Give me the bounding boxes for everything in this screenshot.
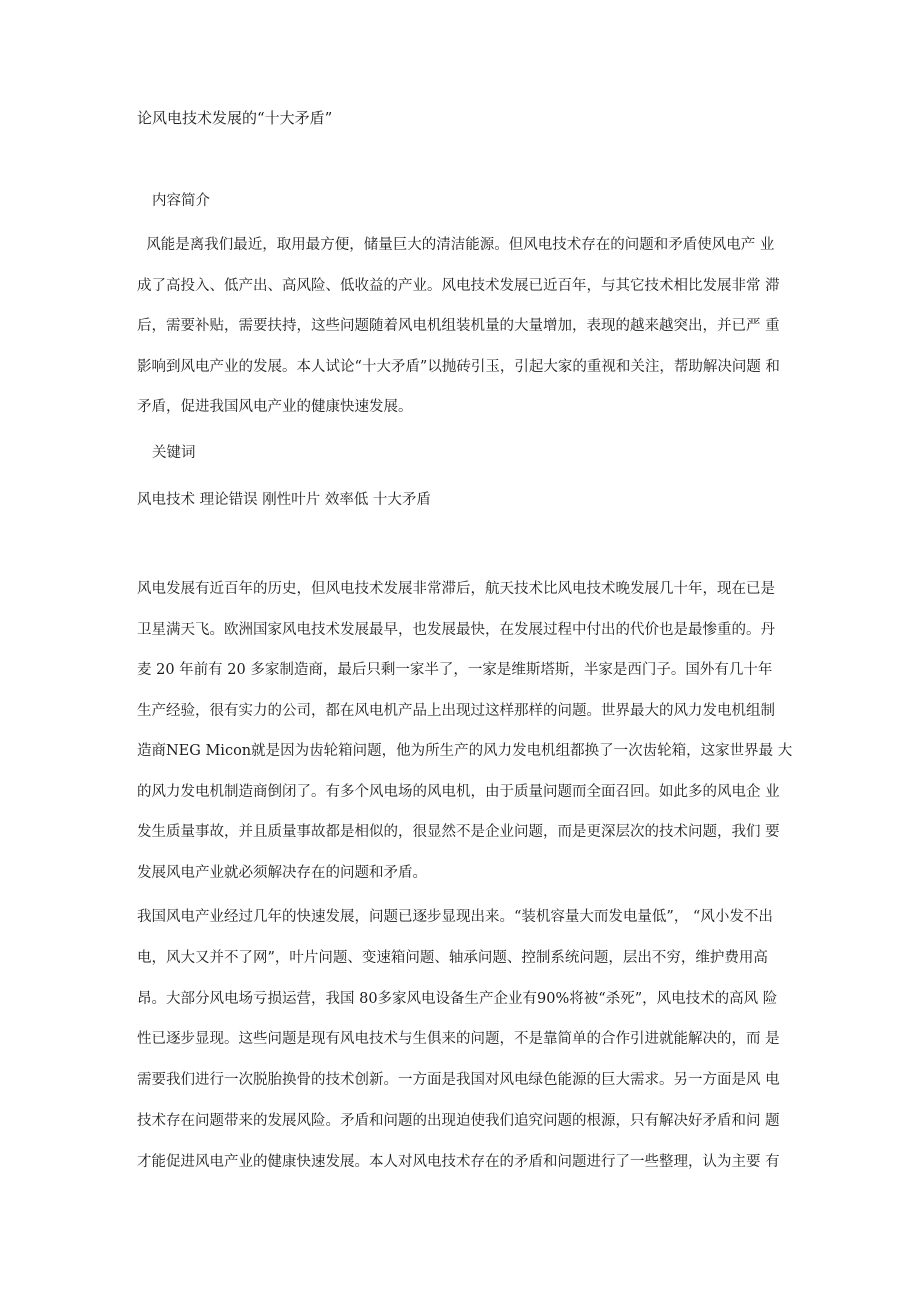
body-line: 昂。大部分风电场亏损运营，我国 80多家风电设备生产企业有90%将被“杀死”，风电技术的高风 险 xyxy=(137,990,778,1007)
body-line: 电，风大又并不了网”，叶片问题、变速箱问题、轴承问题、控制系统问题，层出不穷，维护费用高 xyxy=(137,949,768,966)
body-line: 造商NEG Micon就是因为齿轮箱问题，他为所生产的风力发电机组都换了一次齿轮箱，这家世界最 大 xyxy=(137,743,793,759)
body-line: 卫星满天飞。欧洲国家风电技术发展最早，也发展最快，在发展过程中付出的代价也是最惨重的。丹 xyxy=(137,621,775,638)
body-line: 技术存在问题带来的发展风险。矛盾和问题的出现迫使我们追究问题的根源，只有解决好矛盾和问 题 xyxy=(137,1112,780,1129)
summary-line: 风能是离我们最近，取用最方便，储量巨大的清洁能源。但风电技术存在的问题和矛盾使风电产 业 xyxy=(137,237,775,253)
summary-line: 影响到风电产业的发展。本人试论“十大矛盾”以抛砖引玉，引起大家的重视和关注，帮助解决问题 和 xyxy=(137,358,780,375)
body-line: 才能促进风电产业的健康快速发展。本人对风电技术存在的矛盾和问题进行了一些整理，认为主要 有 xyxy=(137,1153,780,1170)
summary-line: 成了高投入、低产出、高风险、低收益的产业。风电技术发展已近百年，与其它技术相比发展非常 滞 xyxy=(137,277,780,294)
summary-paragraph xyxy=(137,231,787,434)
summary-heading: 内容简介 xyxy=(152,193,210,209)
body-line: 性已逐步显现。这些问题是现有风电技术与生俱来的问题，不是靠简单的合作引进就能解决的，而 是 xyxy=(137,1031,780,1048)
body-line: 需要我们进行一次脱胎换骨的技术创新。一方面是我国对风电绿色能源的巨大需求。另一方面是风 电 xyxy=(137,1072,780,1089)
body-line: 麦 20 年前有 20 多家制造商，最后只剩一家半了，一家是维斯塔斯，半家是西门子。国外有几十年 xyxy=(137,662,773,678)
document-title: 论风电技术发展的“十大矛盾” xyxy=(137,109,333,127)
body-line: 生产经验，很有实力的公司，都在风电机产品上出现过这样那样的问题。世界最大的风力发电机组制 xyxy=(137,702,775,719)
body-line: 发展风电产业就必须解决存在的问题和矛盾。 xyxy=(137,864,427,881)
summary-line: 后，需要补贴，需要扶持，这些问题随着风电机组装机量的大量增加，表现的越来越突出，并已严 重 xyxy=(137,318,780,334)
body-paragraph-2 xyxy=(137,903,787,1189)
body-paragraph-1 xyxy=(137,575,793,899)
keywords-heading: 关键词 xyxy=(152,445,196,461)
body-line: 的风力发电机制造商倒闭了。有多个风电场的风电机，由于质量问题而全面召回。如此多的风电企 业 xyxy=(137,783,780,800)
summary-line: 矛盾，促进我国风电产业的健康快速发展。 xyxy=(137,399,413,415)
body-line: 风电发展有近百年的历史，但风电技术发展非常滞后，航天技术比风电技术晚发展几十年，现在已是 xyxy=(137,581,775,597)
body-line: 我国风电产业经过几年的快速发展，问题已逐步显现出来。“装机容量大而发电量低”， “风小发不出 xyxy=(137,909,773,925)
keywords-list: 风电技术 理论错误 刚性叶片 效率低 十大矛盾 xyxy=(137,492,431,508)
body-line: 发生质量事故，并且质量事故都是相似的，很显然不是企业问题，而是更深层次的技术问题，我们 要 xyxy=(137,824,780,840)
